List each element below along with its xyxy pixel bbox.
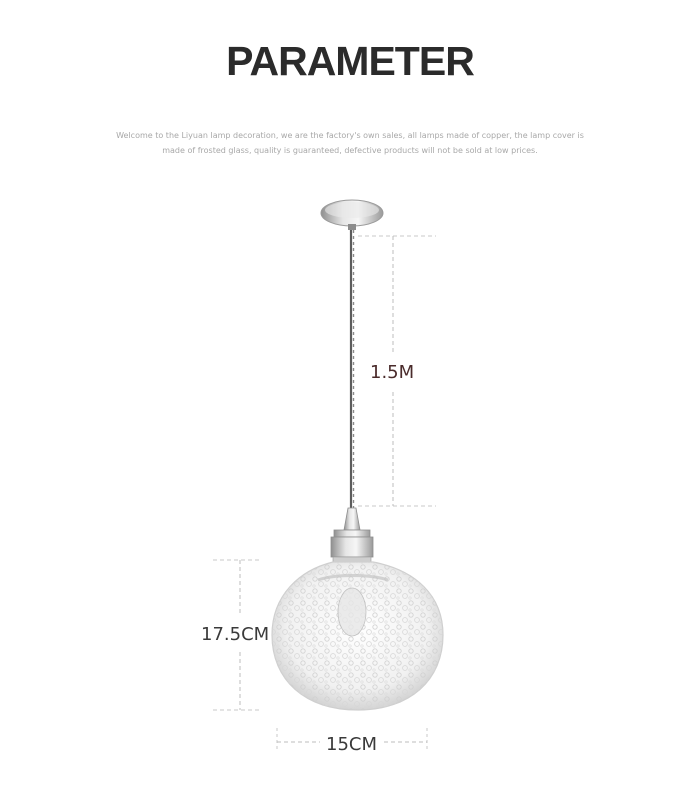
ceiling-canopy [321, 200, 383, 230]
cable-length-label: 1.5M [370, 362, 415, 383]
description-line-1: Welcome to the Liyuan lamp decoration, we are the factory's own sales, all lamps made of copper, the lamp cover is [116, 131, 584, 140]
shade-width-label: 15CM [326, 734, 378, 755]
glass-globe-shade [272, 562, 443, 710]
shade-height-label: 17.5CM [201, 624, 270, 645]
twisted-cable [351, 230, 354, 508]
page-title: PARAMETER [226, 38, 474, 84]
description-line-2: made of frosted glass, quality is guaranteed, defective products will not be sold at low prices. [162, 146, 538, 155]
lamp-socket [331, 508, 373, 563]
